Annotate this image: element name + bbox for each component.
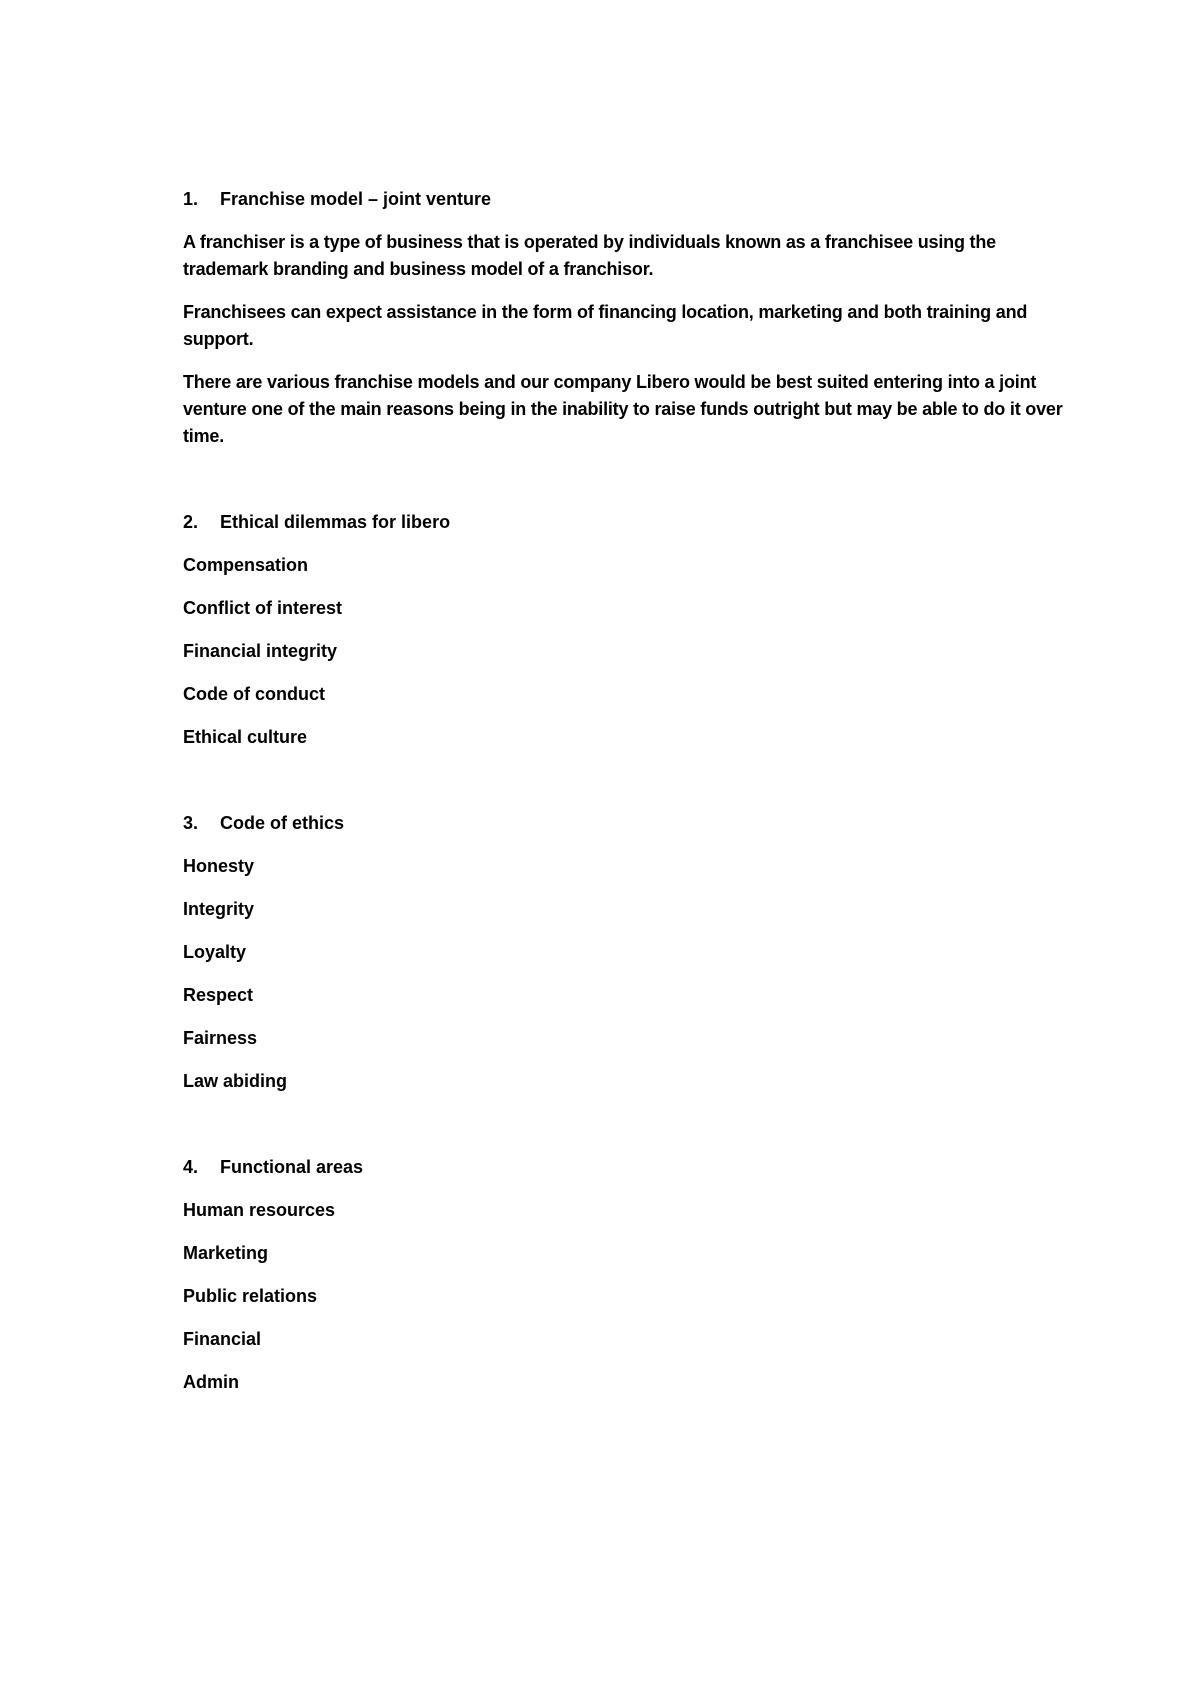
list-item: Law abiding (183, 1071, 288, 1091)
paragraph: Franchisees can expect assistance in the form of financing location, marketing and both training and support. (183, 302, 1028, 349)
paragraph: There are various franchise models and our company Libero would be best suited entering into a joint venture one of the main reasons being in the inability to raise funds outright but may be able to do it over time. (183, 372, 1063, 446)
list-item: Human resources (183, 1200, 336, 1220)
section-heading-code-of-ethics (183, 810, 1068, 837)
section-heading-functional-areas (183, 1154, 1068, 1181)
section-heading-ethical-dilemmas (183, 509, 1068, 536)
section-title: Ethical dilemmas for libero (220, 512, 451, 532)
list-item: Ethical culture (183, 727, 308, 747)
section-number: 1. (183, 189, 199, 209)
list-item: Conflict of interest (183, 598, 343, 618)
section-spacer (183, 1111, 1068, 1154)
section-heading-franchise-model (183, 186, 1068, 213)
section-title: Code of ethics (220, 813, 345, 833)
list-item: Admin (183, 1372, 239, 1392)
list-item: Respect (183, 985, 254, 1005)
list-item: Financial (183, 1329, 262, 1349)
section-title: Functional areas (220, 1157, 364, 1177)
paragraph: A franchiser is a type of business that is operated by individuals known as a franchisee using the trademark branding and business model of a franchisor. (183, 232, 996, 279)
list-item: Marketing (183, 1243, 269, 1263)
section-spacer (183, 767, 1068, 810)
section-number: 3. (183, 813, 199, 833)
list-item: Honesty (183, 856, 255, 876)
list-item: Code of conduct (183, 684, 325, 704)
document-body (183, 186, 1068, 1412)
list-item: Fairness (183, 1028, 258, 1048)
list-item: Public relations (183, 1286, 318, 1306)
list-item: Compensation (183, 555, 309, 575)
section-number: 4. (183, 1157, 199, 1177)
list-item: Integrity (183, 899, 255, 919)
list-item: Loyalty (183, 942, 247, 962)
section-spacer (183, 466, 1068, 509)
list-item: Financial integrity (183, 641, 338, 661)
section-title: Franchise model – joint venture (220, 189, 492, 209)
section-number: 2. (183, 512, 199, 532)
